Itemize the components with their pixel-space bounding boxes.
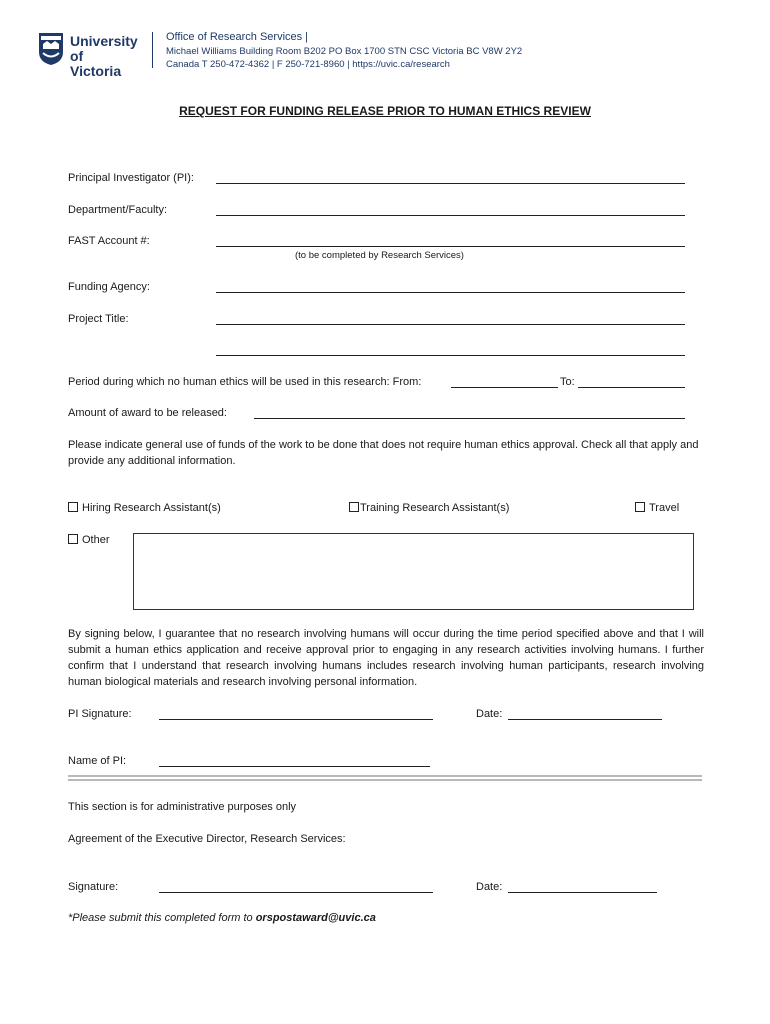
department-input-line[interactable] [216, 215, 685, 216]
pi-input-line[interactable] [216, 183, 685, 184]
other-checkbox-label: Other [82, 534, 110, 546]
admin-date-label: Date: [476, 881, 503, 893]
fast-account-note: (to be completed by Research Services) [295, 250, 464, 261]
submit-instruction [68, 911, 376, 925]
fast-account-input-line[interactable] [216, 246, 685, 247]
amount-input-line[interactable] [254, 418, 685, 419]
project-title-label: Project Title: [68, 313, 129, 325]
fast-account-label: FAST Account #: [68, 235, 150, 247]
logo-line-2: of Victoria [70, 48, 122, 79]
admin-date-line[interactable] [508, 892, 657, 893]
project-title-input-line-2[interactable] [216, 355, 685, 356]
hiring-checkbox-option[interactable] [68, 501, 221, 515]
other-checkbox[interactable] [68, 534, 78, 544]
period-label: Period during which no human ethics will be used in this research: From: [68, 376, 422, 388]
funding-agency-label: Funding Agency: [68, 281, 150, 293]
pi-name-label: Name of PI: [68, 755, 127, 767]
travel-checkbox[interactable] [635, 502, 645, 512]
project-title-input-line-1[interactable] [216, 324, 685, 325]
pi-label: Principal Investigator (PI): [68, 172, 194, 184]
section-divider-lower [68, 779, 702, 781]
period-to-input-line[interactable] [578, 387, 685, 388]
admin-agreement-label: Agreement of the Executive Director, Research Services: [68, 833, 346, 845]
office-name: Office of Research Services | [166, 31, 309, 43]
admin-section-note: This section is for administrative purposes only [68, 801, 297, 813]
period-from-input-line[interactable] [451, 387, 558, 388]
admin-signature-label: Signature: [68, 881, 119, 893]
travel-checkbox-option[interactable] [635, 501, 679, 515]
university-crest-icon [38, 32, 64, 66]
pi-date-line[interactable] [508, 719, 662, 720]
university-logo [38, 32, 138, 79]
submit-instruction-text: *Please submit this completed form to [68, 912, 256, 924]
training-checkbox-option[interactable] [349, 501, 509, 515]
section-divider [68, 775, 702, 777]
office-contact: Canada T 250-472-4362 | F 250-721-8960 | https://uvic.ca/research [166, 59, 450, 70]
hiring-checkbox-label: Hiring Research Assistant(s) [82, 502, 221, 514]
travel-checkbox-label: Travel [649, 502, 680, 514]
submit-email-link[interactable]: orspostaward@uvic.ca [255, 912, 376, 924]
pi-name-line[interactable] [159, 766, 430, 767]
pi-signature-line[interactable] [159, 719, 433, 720]
funds-instruction: Please indicate general use of funds of the work to be done that does not require human ethics approval. Check all that apply and provide any additional information. [68, 439, 699, 467]
training-checkbox-label: Training Research Assistant(s) [360, 502, 510, 514]
other-details-textbox[interactable] [133, 533, 694, 610]
header-divider [152, 32, 153, 68]
office-address: Michael Williams Building Room B202 PO Box 1700 STN CSC Victoria BC V8W 2Y2 [166, 46, 523, 57]
amount-label: Amount of award to be released: [68, 407, 227, 419]
period-to-label: To: [560, 376, 575, 388]
training-checkbox[interactable] [349, 502, 359, 512]
pi-signature-label: PI Signature: [68, 708, 132, 720]
department-label: Department/Faculty: [68, 204, 168, 216]
form-title: REQUEST FOR FUNDING RELEASE PRIOR TO HUMAN ETHICS REVIEW [179, 104, 591, 118]
logo-line-1: University [70, 33, 138, 49]
other-checkbox-option[interactable] [68, 533, 110, 547]
guarantee-statement: By signing below, I guarantee that no research involving humans will occur during the time period specified above and that I will submit a human ethics application and receive approval prior to engaging in any research activities involving humans. I further confirm that I understand that research involving humans includes research involving human participants, research involving human biological materials and research involving personal information. [68, 628, 704, 688]
pi-date-label: Date: [476, 708, 503, 720]
funding-agency-input-line[interactable] [216, 292, 685, 293]
admin-signature-line[interactable] [159, 892, 433, 893]
hiring-checkbox[interactable] [68, 502, 78, 512]
